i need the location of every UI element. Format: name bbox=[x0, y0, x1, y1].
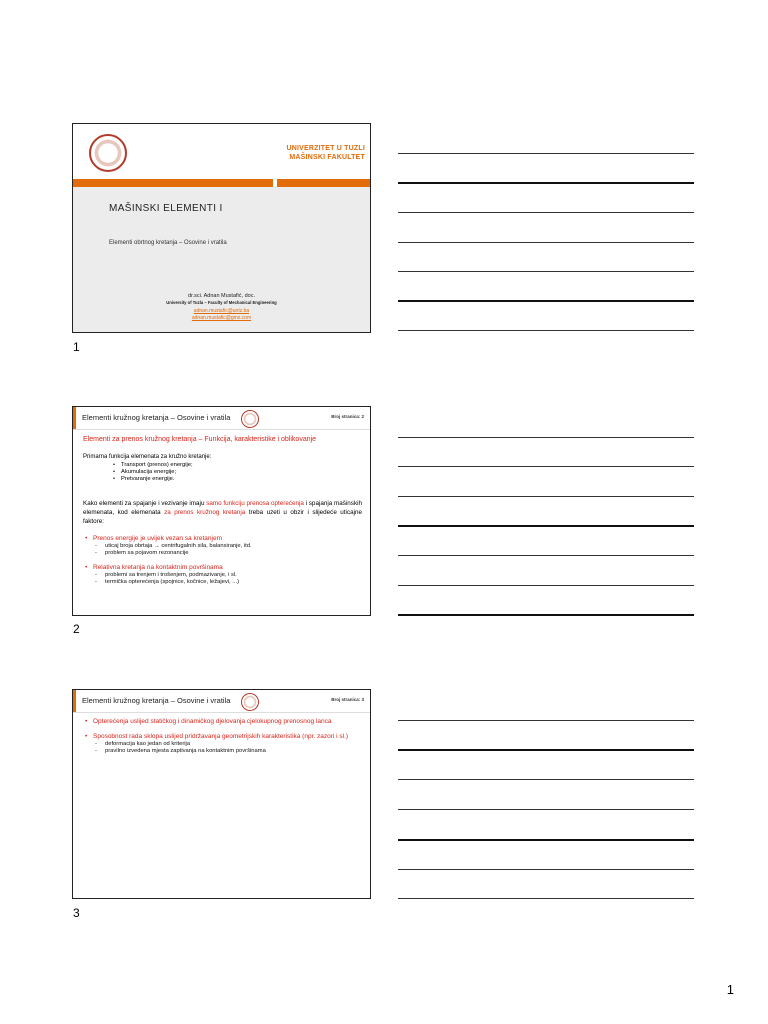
slide-3-page-count: Broj stranica: 3 bbox=[331, 697, 364, 702]
email-link-1[interactable]: adnan.mustafic@untz.ba bbox=[193, 308, 250, 314]
sub-list bbox=[83, 572, 362, 586]
sub-item: - pravilno izvedena mjesta zaptivanja na kontaktnim površinama bbox=[93, 748, 362, 755]
note-line bbox=[398, 555, 694, 556]
sub-list bbox=[83, 741, 362, 755]
slide-2-paragraph bbox=[83, 499, 362, 526]
bullet-item bbox=[83, 718, 362, 726]
bullet-text: Relativna kretanja na kontaktnim površinama bbox=[93, 564, 223, 571]
list-item: • Akumulacija energije; bbox=[113, 469, 193, 476]
slide-3-header bbox=[73, 690, 370, 713]
university-seal-logo bbox=[89, 134, 127, 172]
page-number: 1 bbox=[726, 982, 734, 997]
sub-item: - termička opterećenja (spojnice, kočnice, ležajevi, ...) bbox=[93, 579, 362, 586]
header-accent bbox=[73, 407, 76, 429]
author-name: dr.sci. Adnan Mustafić, doc. bbox=[188, 293, 255, 299]
slide-2-header bbox=[73, 407, 370, 430]
function-list bbox=[83, 462, 193, 483]
slide-number-1: 1 bbox=[73, 340, 80, 354]
paragraph-highlight: samo funkciju prenosa opterećenja bbox=[206, 500, 304, 507]
slide-3-bullets bbox=[83, 718, 362, 755]
bullet-text: Sposobnost rada sklopa uslijed pridržavanja geometrijskih karakteristika (npr. zazori i sl.) bbox=[93, 733, 349, 740]
note-line bbox=[398, 614, 694, 616]
author-affiliation: University of Tuzla – Faculty of Mechanical Engineering bbox=[166, 300, 277, 305]
sub-item: - uticaj broja obrtaja → centrifugalnih sila, balansiranje, itd. bbox=[93, 543, 362, 550]
sub-list bbox=[83, 543, 362, 557]
slide-1-title: MAŠINSKI ELEMENTI I bbox=[109, 203, 223, 214]
note-line bbox=[398, 271, 694, 272]
sub-item: - problemi sa trenjem i trošenjem, podmazivanje, i sl. bbox=[93, 572, 362, 579]
sub-item: - problem sa pojavom rezonancije bbox=[93, 550, 362, 557]
university-line-2: MAŠINSKI FAKULTET bbox=[289, 154, 365, 161]
note-line bbox=[398, 898, 694, 899]
slide-2-page-count: Broj stranica: 2 bbox=[331, 414, 364, 419]
note-line bbox=[398, 869, 694, 870]
header-accent bbox=[73, 690, 76, 712]
bullet-text: Opterećenja uslijed statičkog i dinamičkog djelovanja cjelokupnog prenosnog lanca bbox=[93, 718, 332, 725]
note-line bbox=[398, 720, 694, 721]
note-line bbox=[398, 466, 694, 467]
note-line bbox=[398, 525, 694, 527]
email-link-2[interactable]: adnan.mustafic@gmx.com bbox=[191, 315, 252, 321]
note-line bbox=[398, 779, 694, 780]
sub-item: - deformacija kao jedan od kriterija bbox=[93, 741, 362, 748]
university-seal-small-logo bbox=[241, 410, 259, 428]
slide-3-header-title: Elementi kružnog kretanja – Osovine i vratila bbox=[82, 696, 231, 705]
paragraph-highlight: za prenos kružnog kretanja bbox=[164, 509, 246, 516]
note-line bbox=[398, 300, 694, 302]
note-line bbox=[398, 749, 694, 751]
slide-1-subtitle: Elementi obrtnog kretanja – Osovine i vratila bbox=[109, 240, 227, 246]
bullet-item bbox=[83, 733, 362, 741]
note-line bbox=[398, 182, 694, 184]
accent-bar-left bbox=[73, 179, 273, 187]
university-line-1: UNIVERZITET U TUZLI bbox=[286, 145, 365, 152]
slide-2-intro: Primarna funkcija elemenata za kružno kretanje: bbox=[83, 454, 212, 460]
note-line bbox=[398, 153, 694, 154]
paragraph-text: i spajanja mašinskih elemenata, kod elemenata bbox=[83, 500, 362, 516]
slide-3-thumbnail bbox=[72, 689, 371, 899]
list-item: • Transport (prenos) energije; bbox=[113, 462, 193, 469]
note-line bbox=[398, 839, 694, 841]
bullet-text: Prenos energije je uvijek vezan sa kretanjem bbox=[93, 535, 222, 542]
slide-number-3: 3 bbox=[73, 906, 80, 920]
university-seal-small-logo bbox=[241, 693, 259, 711]
paragraph-text: treba uzeti u obzir i slijedeće uticajne faktore: bbox=[83, 509, 363, 525]
note-line bbox=[398, 437, 694, 438]
bullet-item bbox=[83, 535, 362, 543]
note-line bbox=[398, 496, 694, 497]
slide-2-bullets bbox=[83, 535, 362, 586]
university-name bbox=[287, 144, 365, 162]
note-line bbox=[398, 242, 694, 243]
note-line bbox=[398, 809, 694, 810]
slide-number-2: 2 bbox=[73, 622, 80, 636]
accent-bar-right bbox=[277, 179, 370, 187]
slide-2-heading: Elementi za prenos kružnog kretanja – Funkcija, karakteristike i oblikovanje bbox=[83, 436, 317, 443]
note-line bbox=[398, 330, 694, 331]
paragraph-text: Kako elementi za spajanje i vezivanje imaju bbox=[83, 500, 207, 507]
note-line bbox=[398, 212, 694, 213]
slide-2-header-title: Elementi kružnog kretanja – Osovine i vratila bbox=[82, 413, 231, 422]
bullet-item bbox=[83, 564, 362, 572]
slide-2-thumbnail bbox=[72, 406, 371, 616]
slide-1-thumbnail bbox=[72, 123, 371, 333]
note-line bbox=[398, 585, 694, 586]
slide-1-header-area bbox=[73, 124, 370, 179]
list-item: • Pretvaranje energije. bbox=[113, 476, 193, 483]
